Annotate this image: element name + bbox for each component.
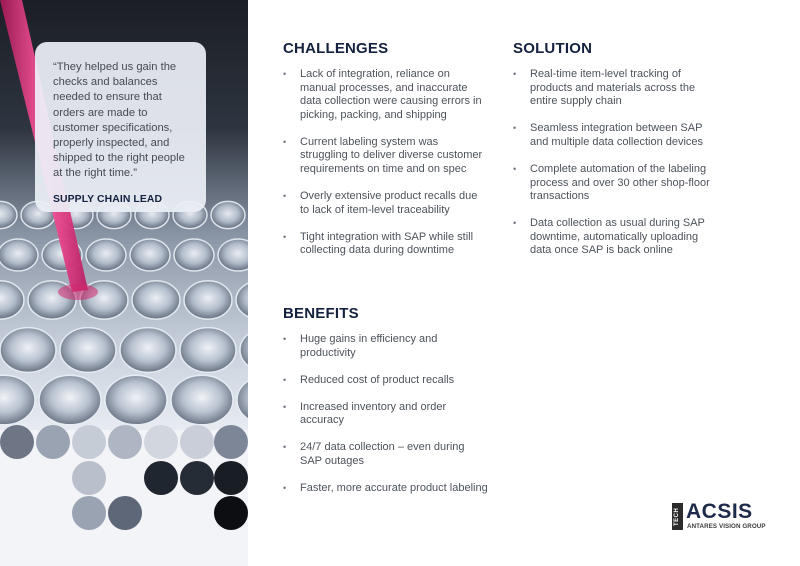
benefits-list <box>283 333 488 496</box>
dot-icon <box>0 425 34 459</box>
list-item: • Lack of integration, reliance on manual processes, and inaccurate data collection were causing errors in picking, packing, and shipping <box>283 68 488 122</box>
dot-icon <box>108 496 142 530</box>
tube-icon <box>171 375 233 425</box>
benefits-heading: BENEFITS <box>283 305 359 322</box>
list-item: • Increased inventory and order accuracy <box>283 401 488 428</box>
tube-icon <box>120 328 176 373</box>
dot-icon <box>144 461 178 495</box>
dot-icon <box>180 425 214 459</box>
tube-icon <box>60 328 116 373</box>
list-item: • Reduced cost of product recalls <box>283 374 488 388</box>
list-item: • Faster, more accurate product labeling <box>283 482 488 496</box>
tube-icon <box>0 239 38 271</box>
list-item: • Real-time item-level tracking of products and materials across the entire supply chain <box>513 68 713 109</box>
testimonial-quote: “They helped us gain the checks and balances needed to ensure that orders are made to customer specifications, properly inspected, and shipped to the right people at the right time.” <box>53 61 185 180</box>
tube-icon <box>39 375 101 425</box>
tube-icon <box>211 201 245 228</box>
dot-icon <box>36 425 70 459</box>
tube-icon <box>0 328 56 373</box>
tube-icon <box>184 281 232 319</box>
logo-tech-tag: TECH <box>672 503 683 530</box>
benefits-section <box>283 305 488 509</box>
tube-icon <box>132 281 180 319</box>
list-item: • 24/7 data collection – even during SAP outages <box>283 441 488 468</box>
dot-icon <box>108 425 142 459</box>
dot-icon <box>144 425 178 459</box>
dot-icon <box>72 496 106 530</box>
tube-icon <box>86 239 126 271</box>
list-item: • Complete automation of the labeling process and over 30 other shop-floor transactions <box>513 163 713 204</box>
solution-list <box>513 68 713 258</box>
logo-subtitle: ANTARES VISION GROUP <box>687 523 766 530</box>
dot-icon <box>214 425 248 459</box>
list-item: • Seamless integration between SAP and multiple data collection devices <box>513 122 713 149</box>
list-item: • Current labeling system was struggling to deliver diverse customer requirements on time and on spec <box>283 136 488 177</box>
challenges-list <box>283 68 488 258</box>
dot-icon <box>72 461 106 495</box>
list-item: • Tight integration with SAP while still collecting data during downtime <box>283 231 488 258</box>
solution-section <box>513 40 713 272</box>
challenges-section <box>283 40 488 272</box>
lab-photo <box>0 0 248 566</box>
tube-icon <box>130 239 170 271</box>
list-item: • Overly extensive product recalls due to lack of item-level traceability <box>283 190 488 217</box>
solution-heading: SOLUTION <box>513 40 593 57</box>
logo-name: ACSIS <box>686 500 753 523</box>
testimonial-author: SUPPLY CHAIN LEAD <box>53 193 163 205</box>
list-item: • Huge gains in efficiency and productivity <box>283 333 488 360</box>
dot-icon <box>214 496 248 530</box>
acsis-logo <box>672 500 767 533</box>
dot-icon <box>180 461 214 495</box>
dot-pattern <box>0 425 248 530</box>
list-item: • Data collection as usual during SAP downtime, automatically uploading data once SAP is back online <box>513 217 713 258</box>
dot-icon <box>214 461 248 495</box>
testimonial-card <box>35 42 206 212</box>
challenges-heading: CHALLENGES <box>283 40 389 57</box>
tube-icon <box>174 239 214 271</box>
tube-icon <box>105 375 167 425</box>
dot-icon <box>72 425 106 459</box>
tube-icon <box>180 328 236 373</box>
